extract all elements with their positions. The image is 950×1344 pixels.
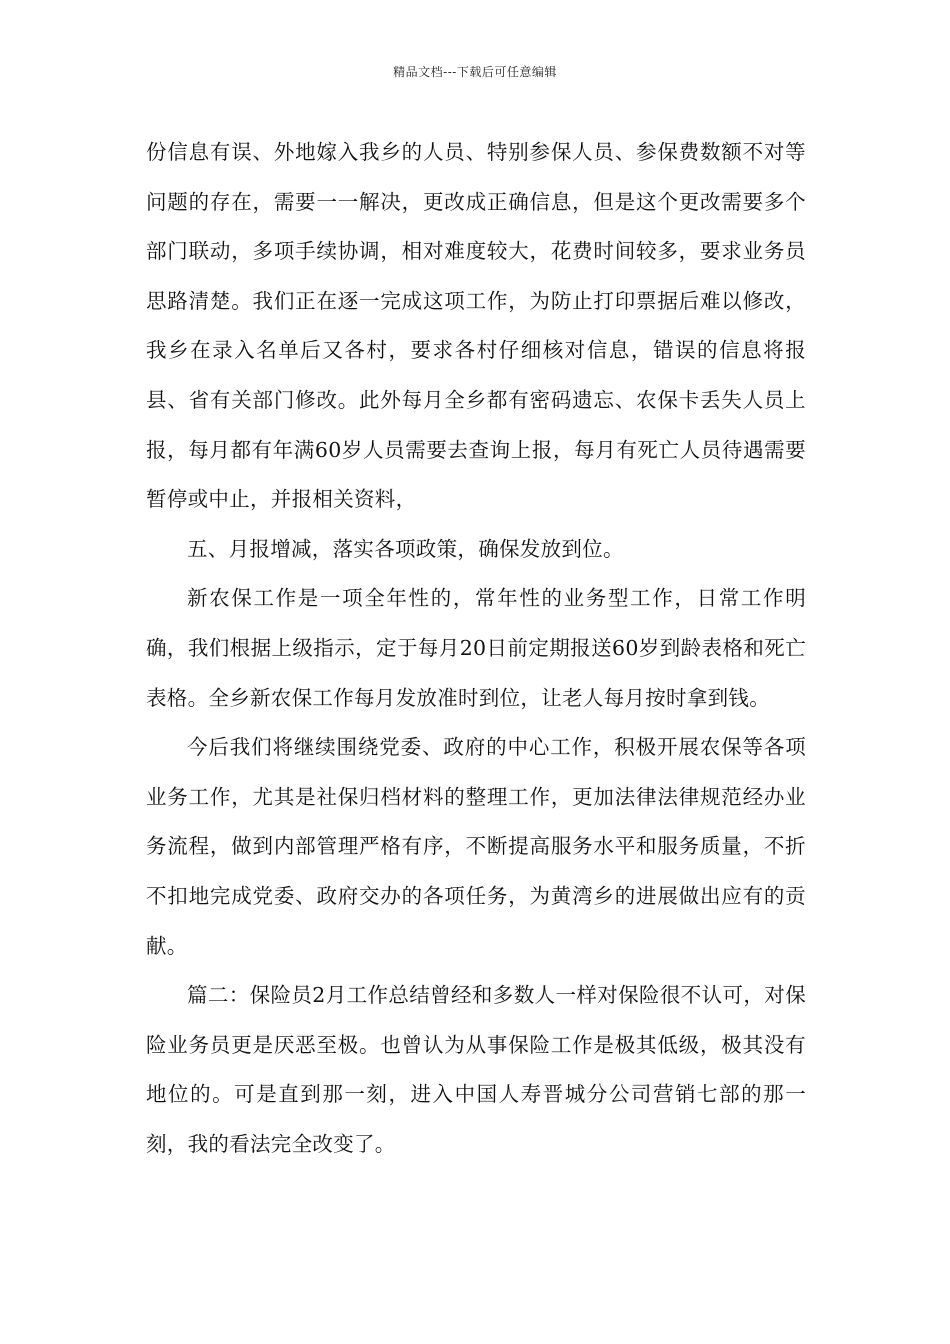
section-heading-five: 五、月报增减，落实各项政策，确保发放到位。 (187, 536, 624, 561)
paragraph-continued: 份信息有误、外地嫁入我乡的人员、特别参保人员、参保费数额不对等问题的存在，需要一一解决，更改成正确信息，但是这个更改需要多个部门联动，多项手续协调，相对难度较大，花费时间较多，要求业务员思路清楚。我们正在逐一完成这项工作，为防止打印票据后难以修改，我乡在录入名单后又各村，要求各村仔细核对信息，错误的信息将报县、省有关部门修改。此外每月全乡都有密码遗忘、农保卡丢失人员上报，每月都有年满60岁人员需要去查询上报，每月有死亡人员待遇需要暂停或中止，并报相关资料， (146, 140, 806, 512)
document-body (146, 128, 806, 1169)
paragraph-new-rural-insurance: 新农保工作是一项全年性的，常年性的业务型工作，日常工作明确，我们根据上级指示，定于每月20日前定期报送60岁到龄表格和死亡表格。全乡新农保工作每月发放准时到位，让老人每月按时拿到钱。 (146, 586, 806, 710)
page-header: 精品文档---下载后可任意编辑 (393, 65, 557, 79)
paragraph-future-work: 今后我们将继续围绕党委、政府的中心工作，积极开展农保等各项业务工作，尤其是社保归档材料的整理工作，更加法律法律规范经办业务流程，做到内部管理严格有序，不断提高服务水平和服务质量，不折不扣地完成党委、政府交办的各项任务，为黄湾乡的进展做出应有的贡献。 (146, 735, 806, 958)
paragraph-part-two: 篇二：保险员2月工作总结曾经和多数人一样对保险很不认可，对保险业务员更是厌恶至极。也曾认为从事保险工作是极其低级，极其没有地位的。可是直到那一刻，进入中国人寿晋城分公司营销七部的那一刻，我的看法完全改变了。 (146, 983, 806, 1156)
